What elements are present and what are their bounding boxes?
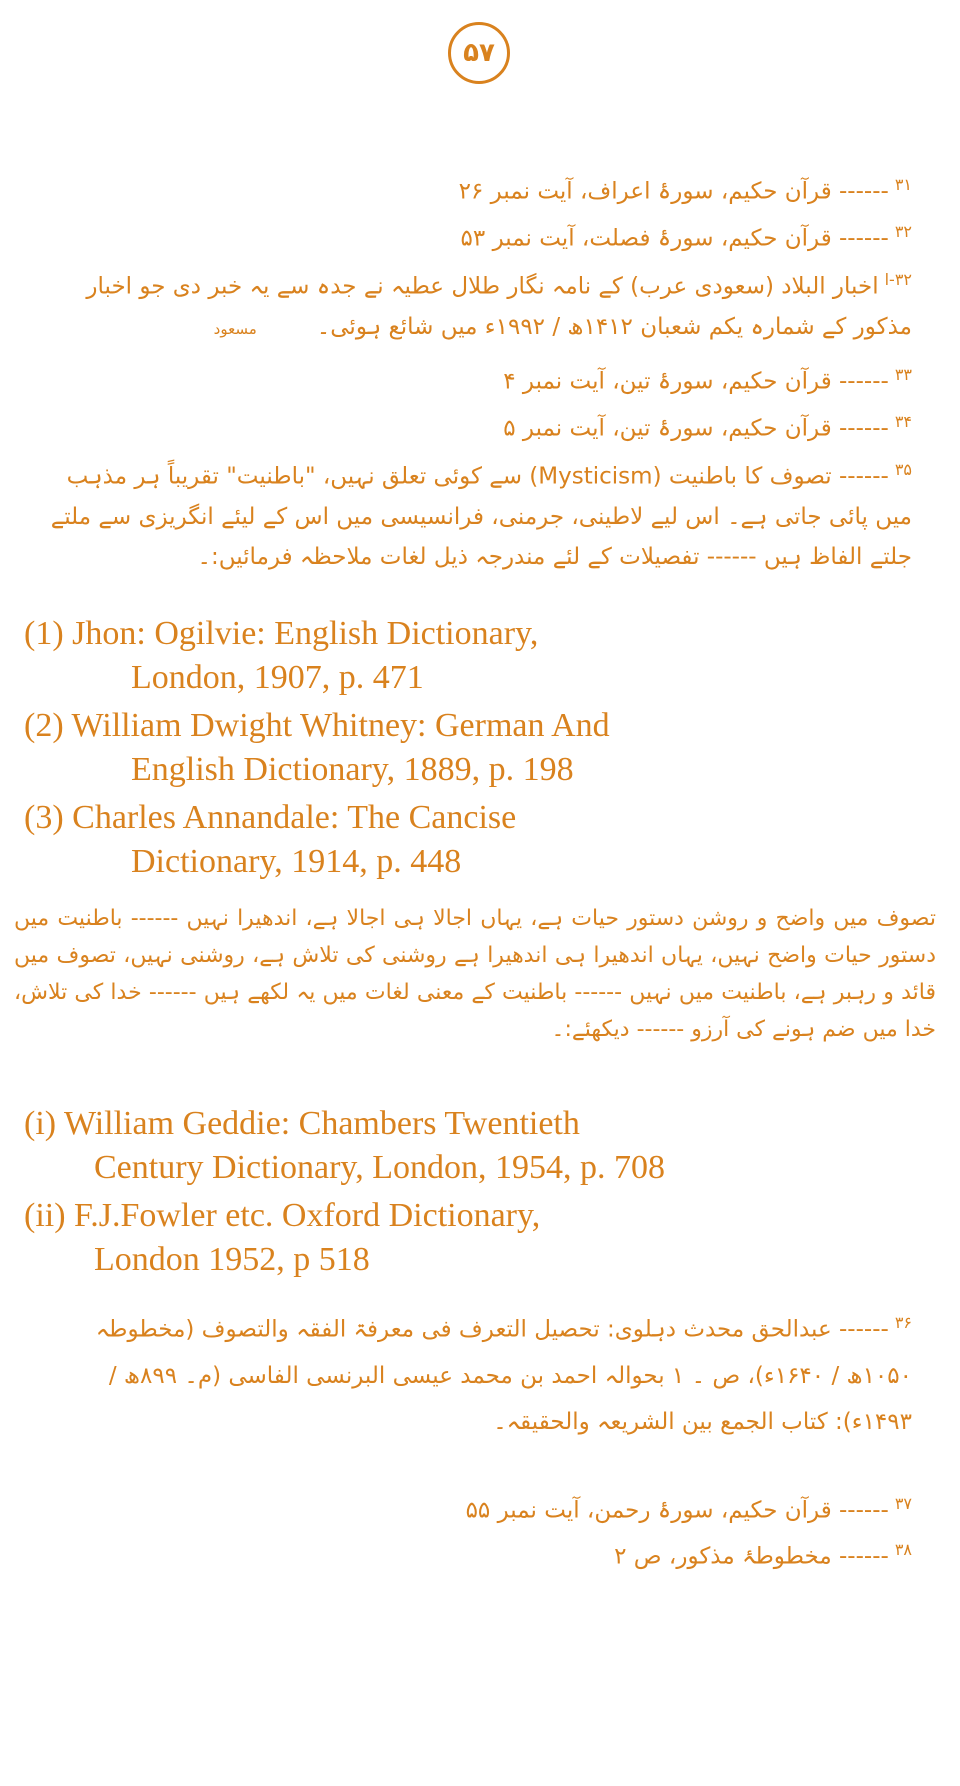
- reference-1: [24, 612, 538, 700]
- footnote-text: ------ قرآن حکیم، سورۂ فصلت، آیت نمبر ۵۳: [460, 225, 889, 252]
- footnote-number: ۳۷: [894, 1494, 912, 1513]
- reference-line: (3) Charles Annandale: The Cancise: [24, 799, 517, 836]
- footnote-text: ------ تصوف کا باطنیت (Mysticism) سے کوئی تعلق نہیں، "باطنیت" تقریباً ہر مذہب میں پائی جاتی ہے۔ اس لیے لاطینی، جرمنی، فرانسیسی میں اس کے لیئے انگریزی سے ملتے جلتے الفاظ ہیں ------ تفصیلات کے لئے مندرجہ ذیل لغات ملاحظہ فرمائیں:۔: [50, 463, 912, 570]
- body-paragraph: تصوف میں واضح و روشن دستور حیات ہے، یہاں اجالا ہی اجالا ہے، اندھیرا نہیں ------ باطنیت میں دستور حیات واضح نہیں، یہاں اندھیرا ہی اندھیرا ہے روشنی کی تلاش ہے، روشنی نہیں، تصوف میں قائد و رہبر ہے، باطنیت میں نہیں ------ باطنیت کے معنی لغات میں یہ لکھے ہیں ------ خدا کی تلاش، خدا میں ضم ہونے کی آرزو ------ دیکھئے:۔: [14, 906, 936, 1042]
- footnote-number: ۳۲-ا: [884, 270, 912, 289]
- footnote-text: ------ قرآن حکیم، سورۂ رحمن، آیت نمبر ۵۵: [465, 1497, 889, 1524]
- footnote-35: [42, 450, 912, 577]
- reference-line: (i) William Geddie: Chambers Twentieth: [24, 1105, 580, 1142]
- footnote-38: [614, 1530, 912, 1577]
- reference-2: [24, 704, 610, 792]
- footnote-text: ------ قرآن حکیم، سورۂ تین، آیت نمبر ۴: [503, 368, 889, 395]
- page-number: ۵۷: [463, 38, 495, 68]
- reference-line: (2) William Dwight Whitney: German And: [24, 707, 610, 744]
- reference-line: London, 1907, p. 471: [131, 659, 424, 696]
- footnote-number: ۳۴: [894, 412, 912, 431]
- footnote-number: ۳۲: [894, 222, 912, 241]
- footnote-32a: [42, 260, 912, 349]
- reference-line: English Dictionary, 1889, p. 198: [131, 751, 574, 788]
- footnote-signature: مسعود: [213, 319, 257, 338]
- footnote-text: ------ عبدالحق محدث دہلوی: تحصیل التعرف فی معرفۃ الفقہ والتصوف (مخطوطہ ۱۰۵۰ھ / ۱۶۴۰ء)، ص ۔ ۱ بحوالہ احمد بن محمد عیسی البرنسی الفاسی (م۔ ۸۹۹ھ / ۱۴۹۳ء): کتاب الجمع بین الشریعہ والحقیقہ۔: [95, 1316, 912, 1435]
- footnote-text: ------ قرآن حکیم، سورۂ تین، آیت نمبر ۵: [503, 415, 889, 442]
- footnote-number: ۳۶: [894, 1313, 912, 1332]
- footnote-34: [503, 402, 912, 449]
- footnote-number: ۳۸: [894, 1540, 912, 1559]
- footnote-33: [503, 355, 912, 402]
- footnote-37: [466, 1484, 912, 1531]
- reference-3: [24, 796, 516, 884]
- footnote-number: ۳۳: [894, 365, 912, 384]
- reference-line: (1) Jhon: Ogilvie: English Dictionary,: [24, 615, 539, 652]
- page-number-badge: [448, 22, 510, 84]
- footnote-31: [459, 165, 912, 212]
- reference-line: (ii) F.J.Fowler etc. Oxford Dictionary,: [24, 1197, 541, 1234]
- reference-line: London 1952, p 518: [94, 1241, 370, 1278]
- footnote-number: ۳۱: [894, 175, 912, 194]
- footnote-number: ۳۵: [894, 460, 912, 479]
- footnote-36: [42, 1300, 912, 1445]
- footnote-text: ------ مخطوطۂ مذکور، ص ۲: [614, 1543, 889, 1570]
- footnote-text: اخبار البلاد (سعودی عرب) کے نامہ نگار طلال عطیہ نے جدہ سے یہ خبر دی جو اخبار مذکور کے شمارہ یکم شعبان ۱۴۱۲ھ / ۱۹۹۲ء میں شائع ہوئی۔: [86, 273, 912, 340]
- reference-ii: [24, 1194, 540, 1282]
- reference-line: Dictionary, 1914, p. 448: [131, 843, 462, 880]
- footnote-text: ------ قرآن حکیم، سورۂ اعراف، آیت نمبر ۲۶: [458, 178, 889, 205]
- footnote-32: [461, 212, 912, 259]
- reference-line: Century Dictionary, London, 1954, p. 708: [94, 1149, 665, 1186]
- reference-i: [24, 1102, 665, 1190]
